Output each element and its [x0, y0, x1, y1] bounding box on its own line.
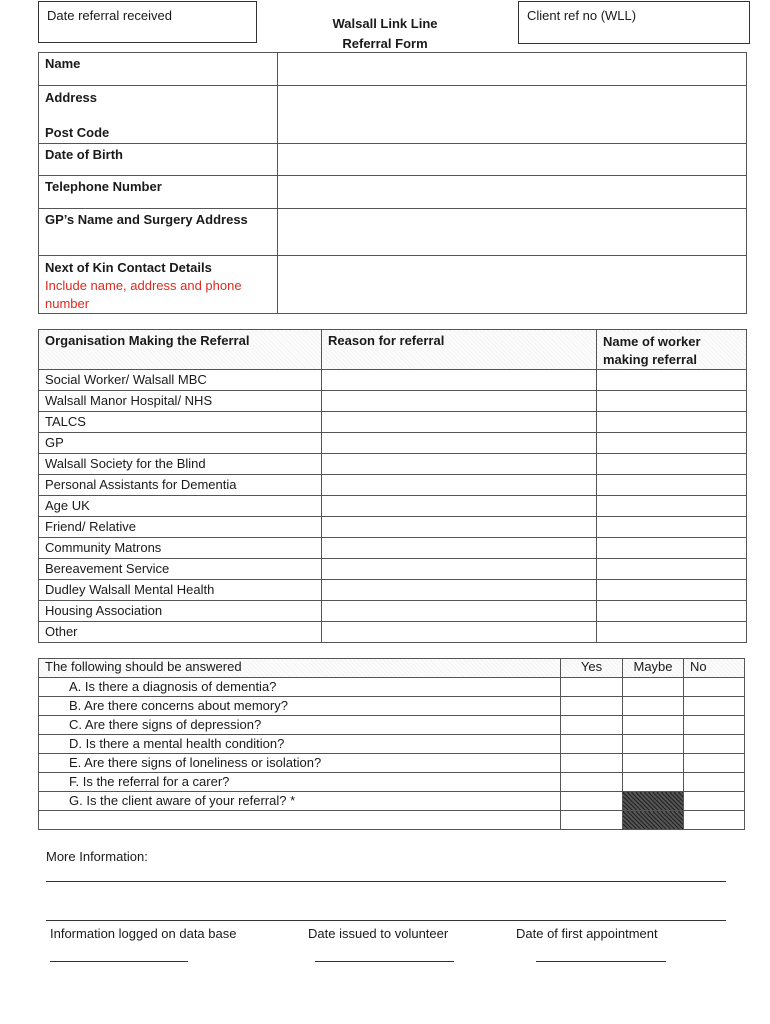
table-row [39, 53, 747, 86]
gp-label: GP’s Name and Surgery Address [39, 209, 278, 256]
table-row [39, 86, 747, 144]
more-info-line-2[interactable] [46, 920, 726, 921]
org-row-label: GP [39, 433, 322, 454]
worker-header: Name of worker making referral [597, 330, 747, 370]
name-label: Name [39, 53, 278, 86]
table-row [39, 496, 747, 517]
worker-cell[interactable] [597, 370, 747, 391]
worker-cell[interactable] [597, 517, 747, 538]
table-row [39, 176, 747, 209]
worker-cell[interactable] [597, 412, 747, 433]
reason-cell[interactable] [322, 580, 597, 601]
org-row-label: Community Matrons [39, 538, 322, 559]
table-row [39, 622, 747, 643]
maybe-cell[interactable] [623, 773, 684, 792]
dob-field[interactable] [278, 144, 747, 176]
table-row [39, 209, 747, 256]
table-row [39, 454, 747, 475]
more-info-line-1[interactable] [46, 881, 726, 882]
org-row-label: Bereavement Service [39, 559, 322, 580]
no-cell[interactable] [684, 754, 745, 773]
info-logged-line[interactable] [50, 961, 188, 962]
post-code-label: Post Code [45, 125, 110, 140]
telephone-label: Telephone Number [39, 176, 278, 209]
reason-cell[interactable] [322, 454, 597, 475]
reason-cell[interactable] [322, 391, 597, 412]
org-row-label: Walsall Manor Hospital/ NHS [39, 391, 322, 412]
yes-cell[interactable] [561, 697, 623, 716]
no-cell[interactable] [684, 792, 745, 811]
table-row [39, 678, 745, 697]
telephone-field[interactable] [278, 176, 747, 209]
yes-header: Yes [561, 659, 623, 678]
org-row-label: TALCS [39, 412, 322, 433]
address-cell [39, 86, 278, 144]
table-row [39, 716, 745, 735]
reason-cell[interactable] [322, 538, 597, 559]
client-ref-label: Client ref no (WLL) [527, 8, 637, 23]
yes-cell[interactable] [561, 735, 623, 754]
table-row [39, 773, 745, 792]
table-header-row [39, 659, 745, 678]
table-row [39, 601, 747, 622]
table-row [39, 559, 747, 580]
reason-header: Reason for referral [322, 330, 597, 370]
organisation-table [38, 329, 747, 643]
org-row-label: Walsall Society for the Blind [39, 454, 322, 475]
question-text: E. Are there signs of loneliness or isolation? [39, 754, 561, 773]
table-row [39, 517, 747, 538]
no-cell[interactable] [684, 811, 745, 830]
question-text: F. Is the referral for a carer? [39, 773, 561, 792]
first-appointment-label: Date of first appointment [516, 926, 658, 941]
first-appointment-line[interactable] [536, 961, 666, 962]
gp-field[interactable] [278, 209, 747, 256]
maybe-cell[interactable] [623, 678, 684, 697]
info-logged-label: Information logged on data base [50, 926, 237, 941]
date-issued-label: Date issued to volunteer [308, 926, 449, 941]
question-text: D. Is there a mental health condition? [39, 735, 561, 754]
questions-header: The following should be answered [39, 659, 561, 678]
org-row-label: Friend/ Relative [39, 517, 322, 538]
table-row [39, 735, 745, 754]
table-row [39, 391, 747, 412]
maybe-cell[interactable] [623, 716, 684, 735]
reason-cell[interactable] [322, 496, 597, 517]
table-row [39, 811, 745, 830]
next-of-kin-field[interactable] [278, 256, 747, 314]
org-row-label: Dudley Walsall Mental Health [39, 580, 322, 601]
empty-cell [39, 811, 561, 830]
maybe-cell[interactable] [623, 697, 684, 716]
worker-cell[interactable] [597, 454, 747, 475]
table-row [39, 144, 747, 176]
next-of-kin-hint: Include name, address and phone number [45, 278, 242, 311]
worker-cell[interactable] [597, 475, 747, 496]
question-text: B. Are there concerns about memory? [39, 697, 561, 716]
yes-cell[interactable] [561, 754, 623, 773]
reason-cell[interactable] [322, 559, 597, 580]
no-cell[interactable] [684, 678, 745, 697]
table-row [39, 538, 747, 559]
worker-cell[interactable] [597, 538, 747, 559]
question-text: G. Is the client aware of your referral? * [39, 792, 561, 811]
no-cell[interactable] [684, 773, 745, 792]
reason-cell[interactable] [322, 370, 597, 391]
title-line-1: Walsall Link Line [332, 16, 438, 31]
org-header: Organisation Making the Referral [39, 330, 322, 370]
question-text: A. Is there a diagnosis of dementia? [39, 678, 561, 697]
name-field[interactable] [278, 53, 747, 86]
worker-cell[interactable] [597, 580, 747, 601]
reason-cell[interactable] [322, 601, 597, 622]
yes-cell[interactable] [561, 716, 623, 735]
reason-cell[interactable] [322, 517, 597, 538]
worker-cell[interactable] [597, 559, 747, 580]
table-header-row [39, 330, 747, 370]
org-row-label: Housing Association [39, 601, 322, 622]
table-row [39, 792, 745, 811]
worker-cell[interactable] [597, 496, 747, 517]
table-row [39, 754, 745, 773]
table-row [39, 370, 747, 391]
address-label: Address [45, 90, 98, 105]
table-row [39, 433, 747, 454]
maybe-header: Maybe [623, 659, 684, 678]
address-field[interactable] [278, 86, 747, 144]
date-referral-received-box[interactable] [38, 1, 257, 43]
yes-cell[interactable] [561, 773, 623, 792]
no-header: No [684, 659, 745, 678]
reason-cell[interactable] [322, 433, 597, 454]
no-cell[interactable] [684, 716, 745, 735]
table-row [39, 580, 747, 601]
yes-cell[interactable] [561, 811, 623, 830]
no-cell[interactable] [684, 735, 745, 754]
org-row-label: Other [39, 622, 322, 643]
reason-cell[interactable] [322, 475, 597, 496]
client-ref-box[interactable] [518, 1, 750, 44]
date-referral-received-label: Date referral received [47, 8, 172, 23]
table-row [39, 475, 747, 496]
next-of-kin-cell [39, 256, 278, 314]
table-row [39, 697, 745, 716]
reason-cell[interactable] [322, 622, 597, 643]
questions-table [38, 658, 745, 830]
maybe-cell[interactable] [623, 754, 684, 773]
title-line-2: Referral Form [342, 36, 428, 51]
yes-cell[interactable] [561, 678, 623, 697]
worker-cell[interactable] [597, 622, 747, 643]
form-title [300, 14, 470, 54]
org-row-label: Age UK [39, 496, 322, 517]
maybe-cell [623, 792, 684, 811]
table-row [39, 412, 747, 433]
client-details-table [38, 52, 747, 314]
dob-label: Date of Birth [39, 144, 278, 176]
worker-cell[interactable] [597, 601, 747, 622]
maybe-cell[interactable] [623, 735, 684, 754]
no-cell[interactable] [684, 697, 745, 716]
worker-cell[interactable] [597, 433, 747, 454]
yes-cell[interactable] [561, 792, 623, 811]
question-text: C. Are there signs of depression? [39, 716, 561, 735]
next-of-kin-label: Next of Kin Contact Details [45, 260, 212, 275]
reason-cell[interactable] [322, 412, 597, 433]
org-row-label: Social Worker/ Walsall MBC [39, 370, 322, 391]
date-issued-line[interactable] [315, 961, 454, 962]
more-information-label: More Information: [46, 849, 148, 864]
table-row [39, 256, 747, 314]
maybe-cell [623, 811, 684, 830]
org-row-label: Personal Assistants for Dementia [39, 475, 322, 496]
worker-cell[interactable] [597, 391, 747, 412]
